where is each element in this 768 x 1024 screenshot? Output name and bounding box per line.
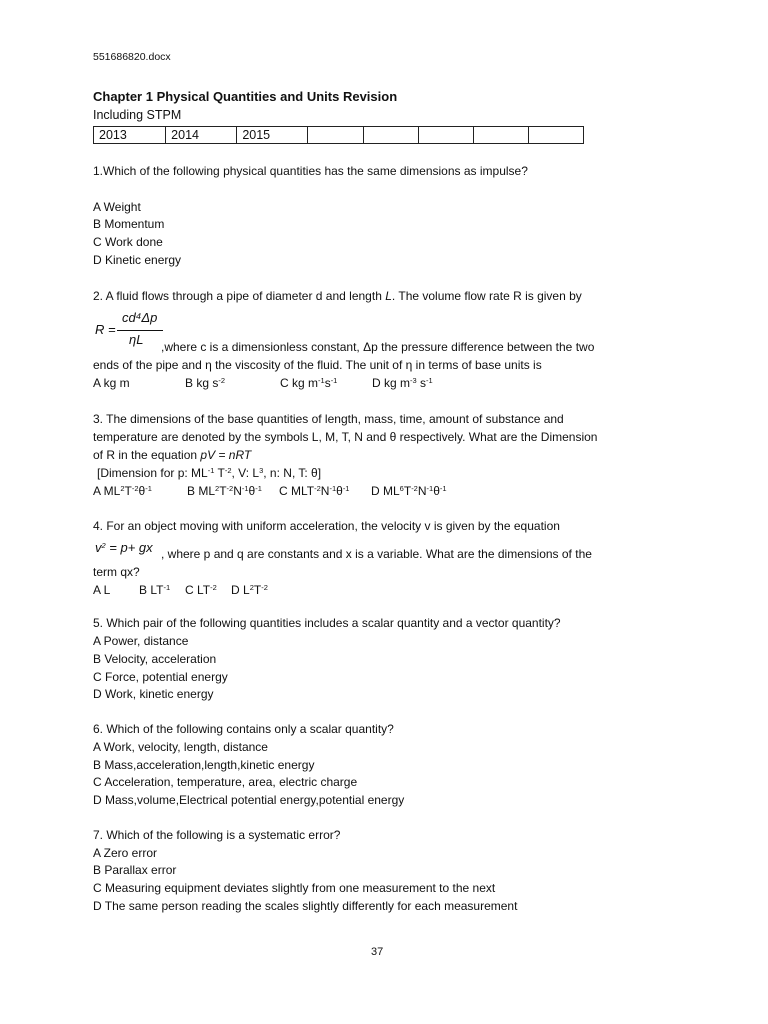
question-3-line-3: of R in the equation pV = nRT bbox=[93, 448, 252, 462]
year-cell: 2014 bbox=[166, 127, 237, 144]
question-5-option-b: B Velocity, acceleration bbox=[93, 652, 217, 666]
question-5-option-c: C Force, potential energy bbox=[93, 670, 228, 684]
question-2-option-a: A kg m bbox=[93, 376, 130, 390]
question-3-options bbox=[93, 483, 447, 499]
year-cell bbox=[364, 127, 419, 144]
ideal-gas-equation: pV = nRT bbox=[200, 448, 252, 462]
question-2-line-2: ,where c is a dimensionless constant, Δp the pressure difference between the two bbox=[161, 340, 595, 354]
question-4-option-b: B $LT^{-1}$ bbox=[139, 583, 171, 597]
question-2-stem: 2. A fluid flows through a pipe of diameter d and length L. The volume flow rate R is given by bbox=[93, 289, 582, 303]
formula-lhs: R = bbox=[95, 322, 116, 337]
page-number: 37 bbox=[371, 946, 384, 958]
question-1-option-a: A Weight bbox=[93, 200, 141, 214]
formula-denominator: ηL bbox=[129, 332, 144, 347]
question-3-line-2: temperature are denoted by the symbols L, M, T, N and θ respectively. What are the Dimension bbox=[93, 430, 598, 444]
document-title: Chapter 1 Physical Quantities and Units Revision bbox=[93, 89, 398, 104]
question-4-options bbox=[93, 582, 268, 598]
question-3-option-a: A $ML^2T^{-2}\theta^{-1}$ bbox=[93, 484, 152, 498]
year-cell: 2015 bbox=[237, 127, 308, 144]
year-cell bbox=[474, 127, 529, 144]
question-4-option-d: D $L^2T^{-2}$ bbox=[231, 583, 268, 597]
year-cell bbox=[308, 127, 364, 144]
question-6-option-b: B Mass,acceleration,length,kinetic energy bbox=[93, 758, 315, 772]
question-1-option-d: D Kinetic energy bbox=[93, 253, 182, 267]
year-cell bbox=[529, 127, 584, 144]
question-7-option-b: B Parallax error bbox=[93, 863, 177, 877]
question-7-stem: 7. Which of the following is a systematic error? bbox=[93, 828, 341, 842]
question-2-option-d: D kg $m^{-3}$ $s^{-1}$ bbox=[372, 376, 433, 390]
question-3-dimension-hint: [Dimension for p: $ML^{-1}$ $T^{-2}$, V: $L^3$, n: N, T: θ] bbox=[97, 466, 322, 480]
year-cell bbox=[419, 127, 474, 144]
question-7-option-a: A Zero error bbox=[93, 846, 158, 860]
question-2-option-b: B kg $s^{-2}$ bbox=[185, 376, 226, 390]
question-7-option-c: C Measuring equipment deviates slightly from one measurement to the next bbox=[93, 881, 496, 895]
file-name: 551686820.docx bbox=[93, 51, 171, 63]
question-5-stem: 5. Which pair of the following quantities includes a scalar quantity and a vector quantity? bbox=[93, 616, 561, 630]
document-subtitle: Including STPM bbox=[93, 108, 182, 122]
question-6-option-a: A Work, velocity, length, distance bbox=[93, 740, 268, 754]
year-table-row bbox=[94, 127, 584, 144]
question-7-option-d: D The same person reading the scales slightly differently for each measurement bbox=[93, 899, 518, 913]
formula-numerator: cd⁴Δp bbox=[122, 310, 158, 325]
question-3-option-d: D $ML^6T^{-2}N^{-1}\theta^{-1}$ bbox=[371, 484, 447, 498]
question-6-stem: 6. Which of the following contains only a scalar quantity? bbox=[93, 722, 394, 736]
question-1-stem: 1.Which of the following physical quantities has the same dimensions as impulse? bbox=[93, 164, 528, 178]
question-3-option-b: B $ML^2T^{-2}N^{-1}\theta^{-1}$ bbox=[187, 484, 262, 498]
question-2-option-c: C kg $m^{-1}s^{-1}$ bbox=[280, 376, 338, 390]
question-4-option-c: C $LT^{-2}$ bbox=[185, 583, 217, 597]
question-1-option-b: B Momentum bbox=[93, 217, 165, 231]
question-6-option-c: C Acceleration, temperature, area, electric charge bbox=[93, 775, 358, 789]
fraction-bar bbox=[117, 330, 163, 331]
question-3-line-1: 3. The dimensions of the base quantities of length, mass, time, amount of substance and bbox=[93, 412, 564, 426]
question-5-option-a: A Power, distance bbox=[93, 634, 189, 648]
question-2-line-3: ends of the pipe and η the viscosity of the fluid. The unit of η in terms of base units is bbox=[93, 358, 542, 372]
velocity-equation: $v^2 = p+$ gx bbox=[95, 540, 153, 555]
question-1-option-c: C Work done bbox=[93, 235, 163, 249]
question-4-line-3: term qx? bbox=[93, 565, 140, 579]
question-2-options bbox=[93, 375, 433, 391]
question-4-line-1: 4. For an object moving with uniform acceleration, the velocity v is given by the equation bbox=[93, 519, 560, 533]
question-4-option-a: A L bbox=[93, 583, 111, 597]
question-4-line-2: , where p and q are constants and x is a variable. What are the dimensions of the bbox=[161, 547, 592, 561]
flow-rate-formula bbox=[93, 312, 165, 352]
year-cell: 2013 bbox=[94, 127, 166, 144]
question-6-option-d: D Mass,volume,Electrical potential energy,potential energy bbox=[93, 793, 405, 807]
year-table bbox=[93, 126, 584, 144]
question-3-option-c: C $MLT^{-2}N^{-1}\theta^{-1}$ bbox=[279, 484, 350, 498]
question-5-option-d: D Work, kinetic energy bbox=[93, 687, 214, 701]
